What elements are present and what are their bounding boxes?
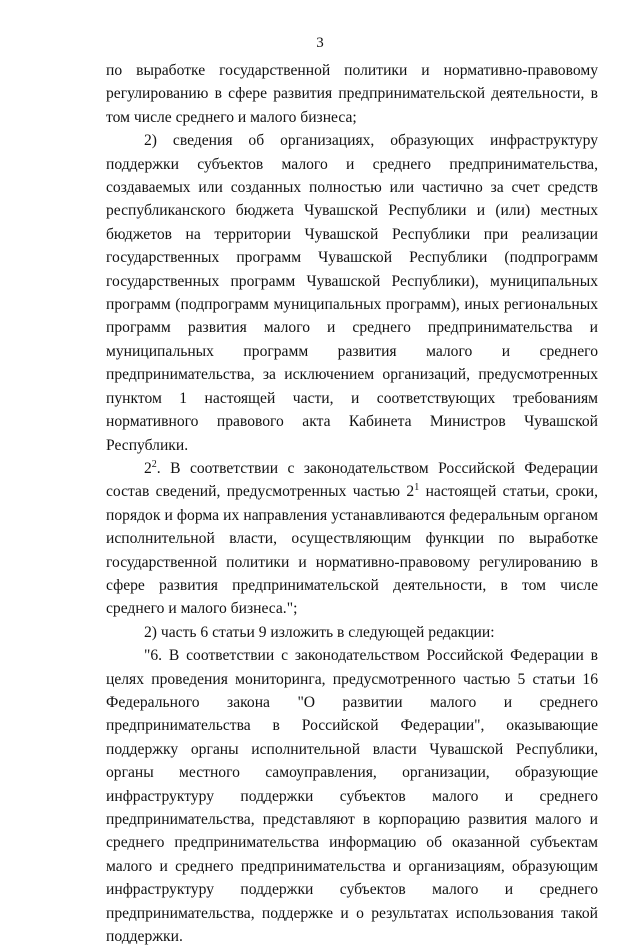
page-number: 3: [316, 35, 324, 51]
paragraph-item-2-organizations: 2) сведения об организациях, образующих инфраструктуру поддержки субъектов малого и среднего предпринимательства, создаваемых или созданных полностью или частично за счет средств республиканского бюджета Чувашской Республики и (или) местных бюджетов на территории Чувашской Республики при реализации государственных программ Чувашской Республики (подпрограмм государственных программ Чувашской Республики), муниципальных программ (подпрограмм муниципальных программ), иных региональных программ развития малого и среднего предпринимательства и муниципальных программ развития малого и среднего предпринимательства, за исключением организаций, предусмотренных пунктом 1 настоящей части, и соответствующих требованиям нормативного правового акта Кабинета Министров Чувашской Республики.: [106, 132, 598, 454]
paragraph-item-2-amendment: 2) часть 6 статьи 9 изложить в следующей редакции:: [144, 623, 495, 641]
paragraph-text-b: настоящей статьи, сроки, порядок и форма их направления устанавливаются федеральным органом исполнительной власти, осуществляющим функции по выработке государственной политики и нормативно-правовому регулированию в сфере развития предпринимательской деятельности, в том числе среднего и малого бизнеса.";: [106, 483, 598, 618]
part-number-superscript: 2: [151, 458, 157, 470]
paragraph-part-6: "6. В соответствии с законодательством Российской Федерации в целях проведения мониторинга, предусмотренного частью 5 статьи 16 Федерального закона "О развитии малого и среднего предпринимательства в Российской Федерации", оказывающие поддержку органы исполнительной власти Чувашской Республики, органы местного самоуправления, организации, образующие инфраструктуру поддержки субъектов малого и среднего предпринимательства, представляют в корпорацию развития малого и среднего предпринимательства информацию об оказанной субъектам малого и среднего предпринимательства и организациям, образующим инфраструктуру поддержки субъектов малого и среднего предпринимательства, поддержке и о результатах использования такой поддержки.: [106, 647, 598, 946]
part-number: 2: [144, 459, 152, 477]
paragraph-continuation: по выработке государственной политики и нормативно-правовому регулированию в сфере развития предпринимательской деятельности, в том числе среднего и малого бизнеса;: [106, 62, 598, 126]
paragraph-part-2-2: [106, 457, 598, 621]
document-body: [106, 59, 598, 948]
reference-superscript: 1: [414, 482, 420, 494]
paragraph-text-a: . В соответствии с законодательством Российской Федерации состав сведений, предусмотренных частью 2: [106, 459, 598, 501]
